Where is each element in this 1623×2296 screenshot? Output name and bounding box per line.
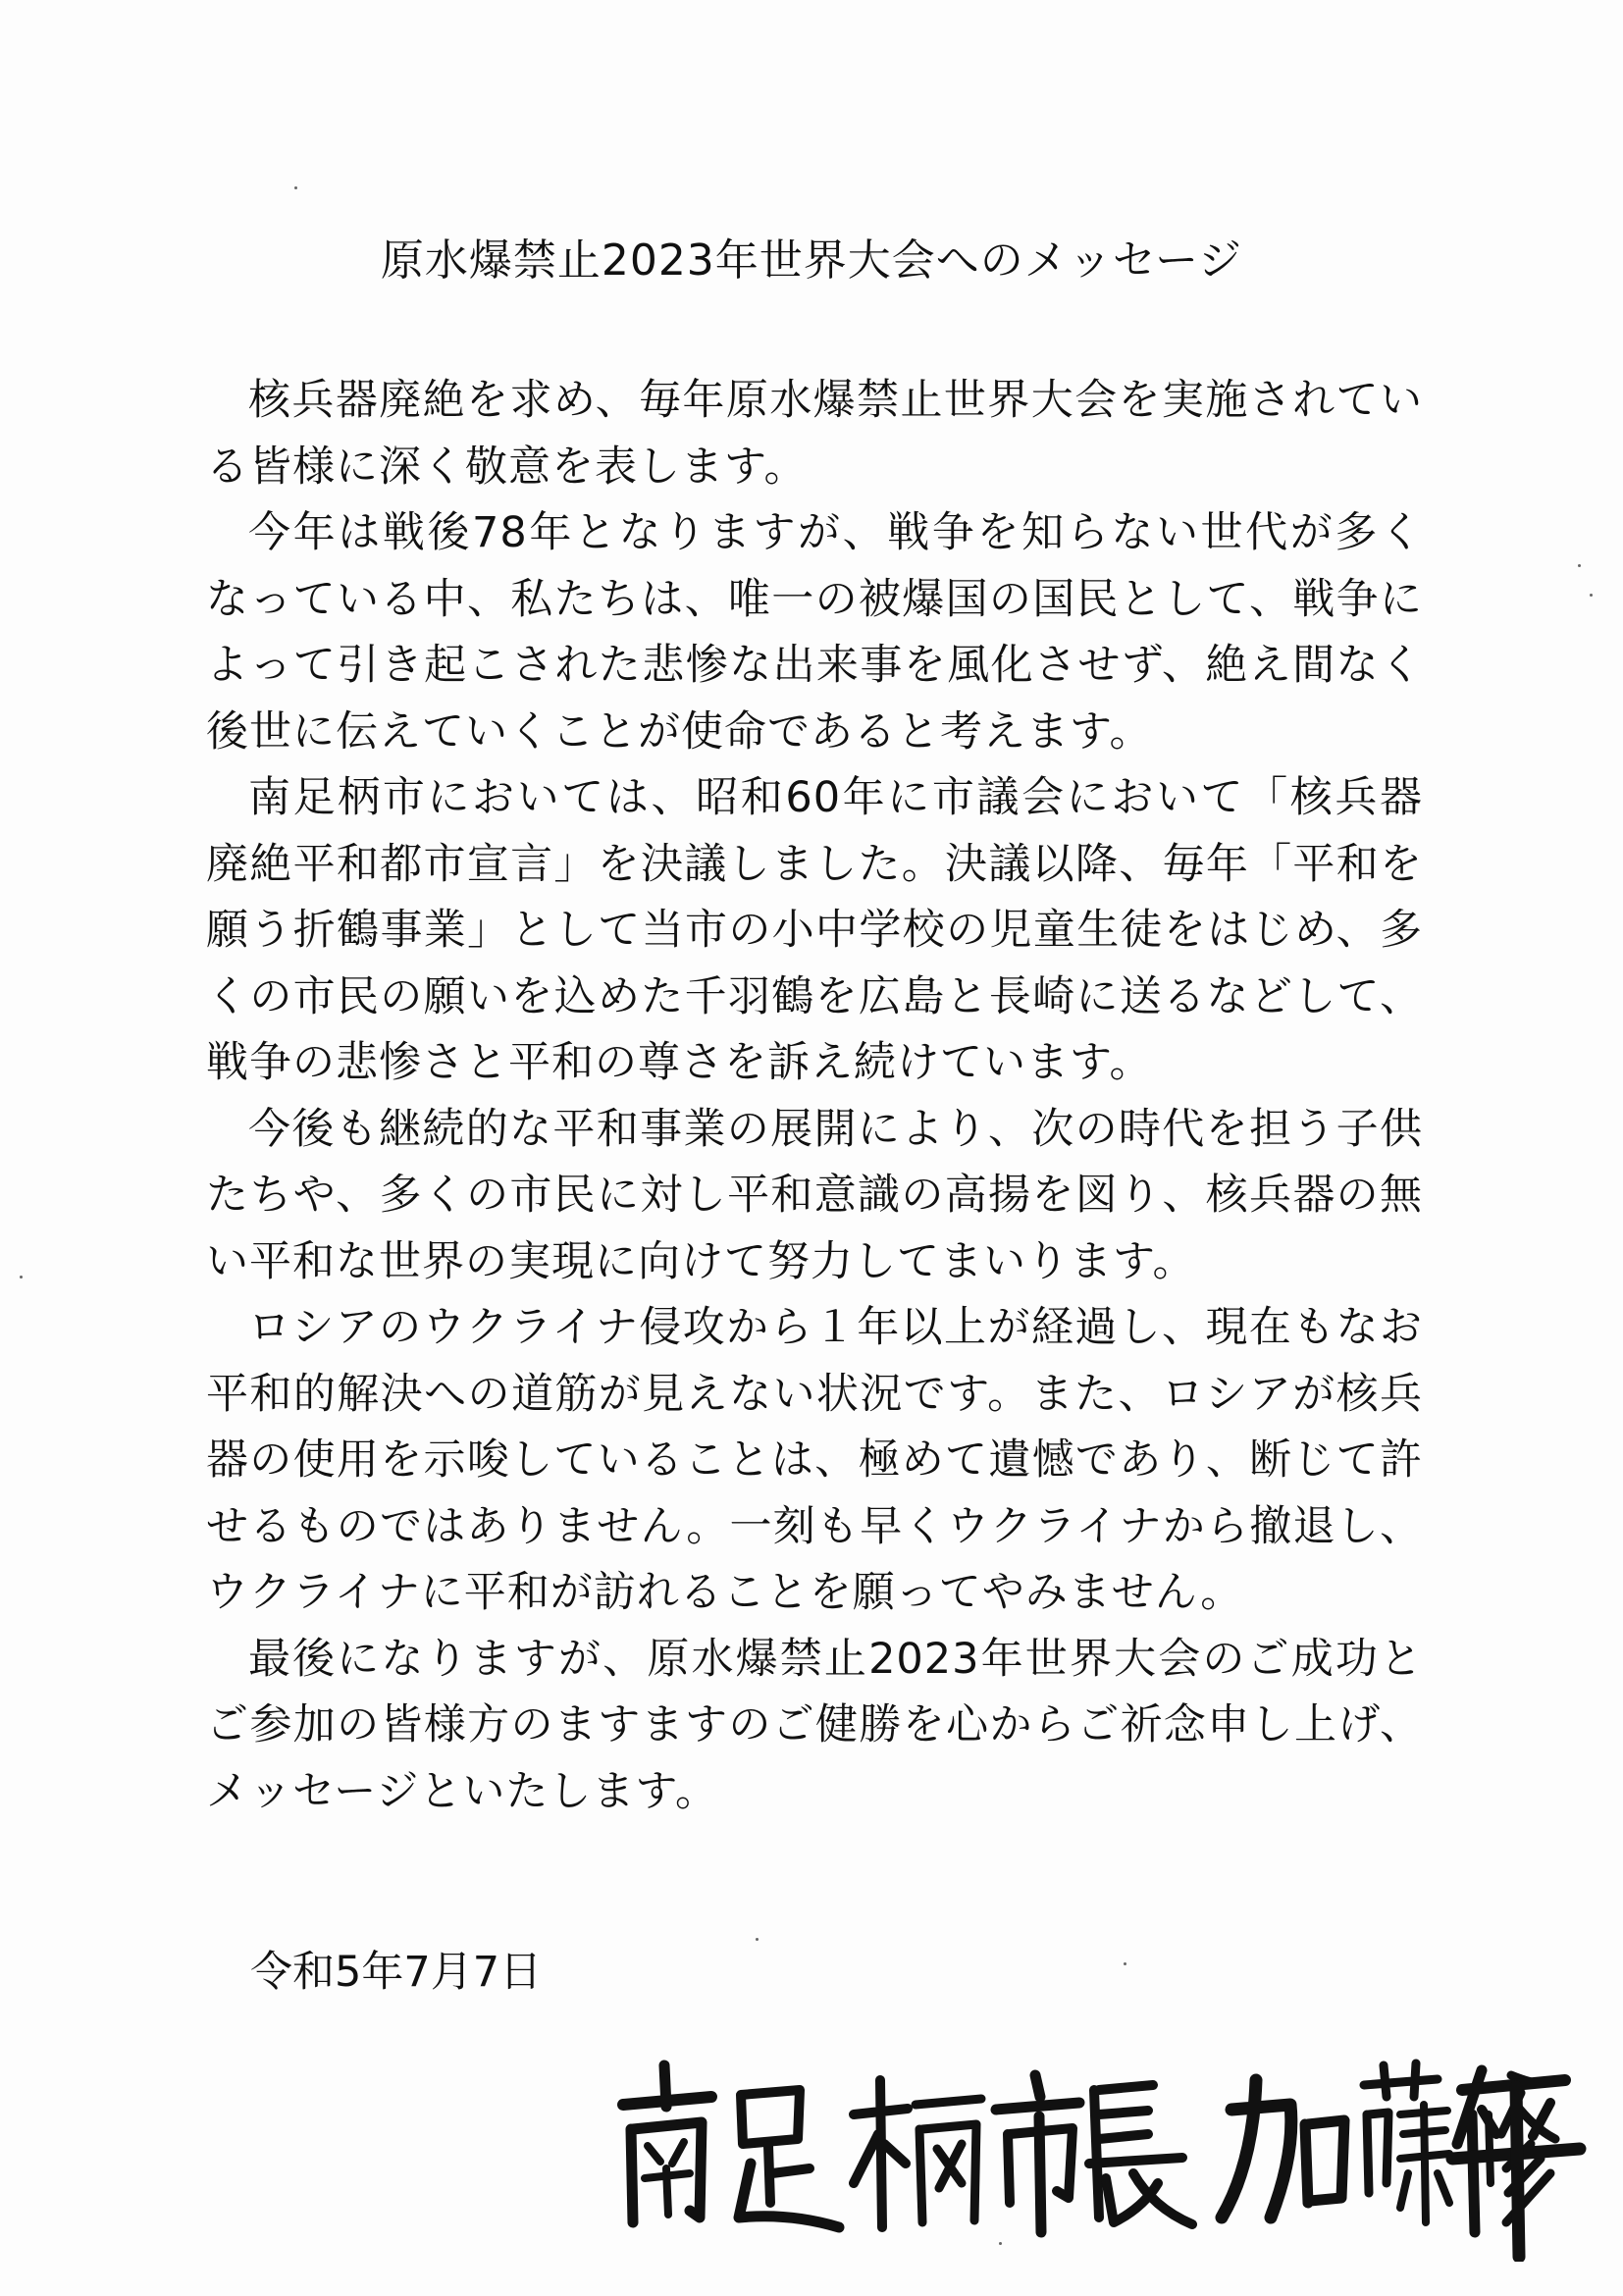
scan-speck [20, 1276, 23, 1278]
paragraph-3: 南足柄市においては、昭和60年に市議会において「核兵器廃絶平和都市宣言」を決議しました。決議以降、毎年「平和を願う折鶴事業」として当市の小中学校の児童生徒をはじめ、多くの市民の願いを込めた千羽鶴を広島と長崎に送るなどして、戦争の悲惨さと平和の尊さを訴え続けています。 [206, 773, 1423, 1087]
scan-speck [1578, 564, 1581, 567]
handwritten-signature [603, 2036, 1575, 2262]
document-title: 原水爆禁止2023年世界大会へのメッセージ [380, 235, 1243, 286]
paragraph-6: 最後になりますが、原水爆禁止2023年世界大会のご成功とご参加の皆様方のますますのご健勝を心からご祈念申し上げ、メッセージといたします。 [206, 1634, 1423, 1816]
signature-last-character [1442, 2036, 1590, 2262]
paragraph-2: 今年は戦後78年となりますが、戦争を知らない世代が多くなっている中、私たちは、唯一の被爆国の国民として、戦争によって引き起こされた悲惨な出来事を風化させず、絶え間なく後世に伝えていくことが使命であると考えます。 [206, 508, 1423, 757]
scan-speck [1124, 1962, 1126, 1965]
document-body [206, 368, 1423, 1825]
scan-speck [999, 2242, 1002, 2245]
document-date: 令和5年7月7日 [250, 1948, 543, 1997]
paragraph-4: 今後も継続的な平和事業の展開により、次の時代を担う子供たちや、多くの市民に対し平和意識の高揚を図り、核兵器の無い平和な世界の実現に向けて努力してまいります。 [206, 1104, 1423, 1286]
scan-speck [1590, 594, 1593, 597]
paragraph-5: ロシアのウクライナ侵攻から１年以上が経過し、現在もなお平和的解決への道筋が見えない状況です。また、ロシアが核兵器の使用を示唆していることは、極めて遺憾であり、断じて許せるものではありません。一刻も早くウクライナから撤退し、ウクライナに平和が訪れることを願ってやみません。 [206, 1303, 1423, 1617]
scan-speck [294, 186, 297, 189]
paragraph-1: 核兵器廃絶を求め、毎年原水爆禁止世界大会を実施されている皆様に深く敬意を表します。 [206, 376, 1423, 492]
scan-speck [756, 1938, 759, 1941]
